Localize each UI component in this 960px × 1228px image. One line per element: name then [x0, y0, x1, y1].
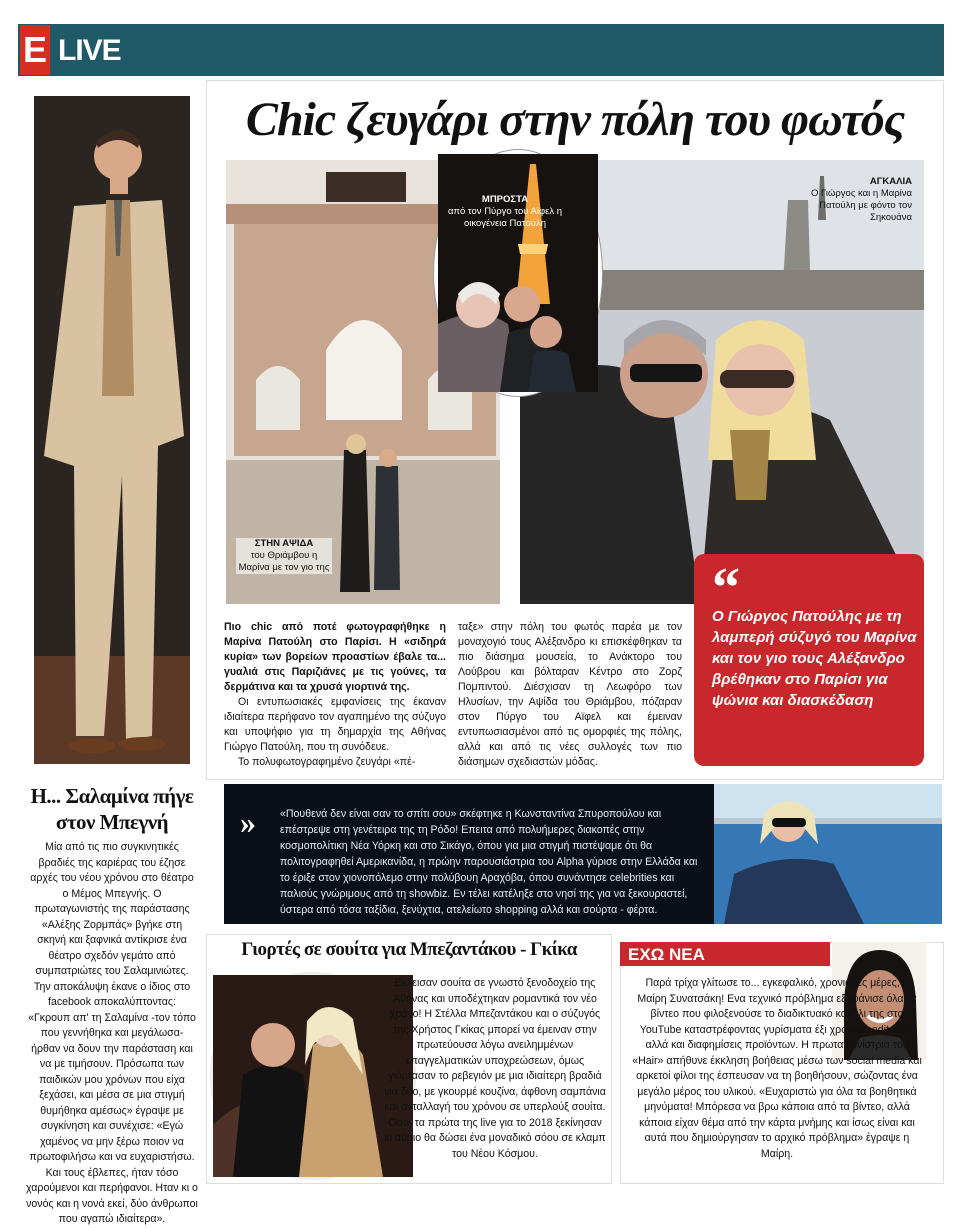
caption-arch-text: του Θριάμβου η Μαρίνα με τον γιο της — [238, 550, 330, 573]
spyropoulou-photo — [714, 784, 942, 924]
main-story-title: Chic ζευγάρι στην πόλη του φωτός — [245, 93, 905, 146]
main-story-paragraph: Οι εντυπωσιακές εμφανίσεις της έκαναν ιδιαίτερα περήφανο τον αγαπημένο της σύζυγο και υποψήφιο για τη δημαρχία της Αθήνας Γιώργο Πατούλη, που τη συνόδευε. — [224, 696, 446, 753]
caption-arch-title: ΣΤΗΝ ΑΨΙΔΑ — [254, 538, 314, 549]
section-title: LIVE — [58, 34, 121, 67]
caption-front — [440, 194, 570, 230]
caption-arch — [236, 538, 332, 574]
main-story-lead: Πιο chic από ποτέ φωτογραφήθηκε η Μαρίνα Πατούλη στο Παρίσι. Η «σιδηρά κυρία» των βορείων προαστίων έβαλε τα... γυαλιά στις Παριζιάνες με τις γούνες, τα δερμάτινα και τα χρυσά γιορτινά της. — [224, 621, 446, 693]
caption-front-text: από τον Πύργο του Αϊφελ η οικογένεια Πατούλη — [447, 206, 563, 229]
bottom-story-body: Εκλεισαν σουίτα σε γνωστό ξενοδοχείο της Αθήνας και υποδέχτηκαν ρομαντικά τον νέο χρόνο! Η Στέλλα Μπεζαντάκου και ο σύζυγός της Χρήστος Γκίκας μπορεί να έμειναν στην πρωτεύουσα λόγω ανειλημμένων επαγγελματικών υποχρεώσεων, όμως γιόρτασαν το ρεβεγιόν με μια ιδιαίτερη βραδιά για δύο, με γκουρμέ κουζίνα, άφθονη σαμπάνια και ανταλλαγή του χρόνου σε υπερλούξ σουίτα. Οσο, τα πρώτα της live για το 2018 ξεκίνησαν κι αύριο θα δώσει ένα μοναδικό σόου σε κλαμπ του Νέου Κόσμου. — [384, 977, 606, 1160]
actor-photo — [34, 96, 190, 764]
main-story-paragraph: Το πολυφωτογραφημένο ζευγάρι «πέ- — [238, 756, 416, 768]
left-story-title: Η... Σαλαμίνα πήγε στον Μπεγνή — [30, 784, 194, 834]
band-quote-mark: » — [240, 804, 252, 840]
bottom-story-title: Γιορτές σε σουίτα για Μπεζαντάκου - Γκίκα — [241, 939, 577, 960]
band-text: «Πουθενά δεν είναι σαν το σπίτι σου» σκέφτηκε η Κωνσταντίνα Σπυροπούλου και επέστρεψε στη γενέτειρα της τη Ρόδο! Επειτα από πολυήμερες διακοπές στην κοσμοπολίτικη Νέα Υόρκη και στο Σικάγο, όπου για μια στιγμή πιστέψαμε ότι θα πολιτογραφηθεί Αμερικανίδα, η πρώην παρουσιάστρια του Alpha γύρισε στην Ελλάδα και το έριξε στον χιονοπόλεμο στην πολύβουη Αραχόβα, όπου συνάντησε celebrities και παλιούς γνώριμους από τη showbiz. Εν τέλει κατέληξε στο νησί της για να ξεκουραστεί, ύστερα από τόσα ταξίδια, ξενύχτια, ατελείωτο shopping αλλά και σούρτα - φέρτα. — [280, 808, 698, 916]
caption-front-title: ΜΠΡΟΣΤΑ — [481, 194, 529, 205]
caption-hug — [784, 176, 912, 224]
echo-nea-body: Παρά τρίχα γλίτωσε το... εγκεφαλικό, χρονιάρες μέρες, η Μαίρη Συνατσάκη! Ενα τεχνικό πρόβλημα εξαφάνισε όλα τα βίντεο που φιλοξενούσε το διαδικτυακό κανάλι της στο YouTube καταστρέφοντας γυρίσματα έξι χρόνων, editorials αλλά και διαφημίσεις προϊόντων. Η πρωταγωνίστρια του «Hair» απήθυνε έκκληση βοήθειας μέσω των social media και αρκετοί φίλοι της έσπευσαν να τη βοηθήσουν, σώζοντας ένα μεγάλο μέρος του υλικού. «Ευχαριστώ για όλα τα βοηθητικά μηνύματα! Μπόρεσα να βρω κάποια από τα βίντεο, αλλά κάποια είχαν θέμα από την κάρτα μνήμης και ίσως είναι και αυτά που δημιούργησαν το αρχικό πρόβλημα» έγραψε η Μαίρη. — [632, 977, 922, 1160]
pull-quote-text: Ο Γιώργος Πατούλης με τη λαμπερή σύζυγό του Μαρίνα και τον γιο τους Αλέξανδρο βρέθηκαν στο Παρίσι για ψώνια και διασκέδαση — [712, 608, 917, 709]
caption-hug-title: ΑΓΚΑΛΙΑ — [869, 176, 912, 187]
main-story-column-1 — [224, 620, 446, 770]
eiffel-tower-photo — [434, 150, 602, 396]
echo-nea-heading: ΕΧΩ ΝΕΑ — [628, 945, 705, 964]
pull-quote-mark: “ — [712, 557, 740, 619]
main-story-column-2 — [458, 620, 682, 770]
left-story-body: Μία από τις πιο συγκινητικές βραδιές της καριέρας του έζησε αρχές του νέου χρόνου στο θέατρο ο Μέμος Μπεγνής. Ο πρωταγωνιστής της παράστασης «Αλέξης Ζορμπάς» βγήκε στη σκηνή και ξαφνικά αντίκρισε ένα θέατρο σχεδόν γεμάτο από συμπατριώτες του Σαλαμινιώτες. Την αποκάλυψη έκανε ο ίδιος στο facebook αποκαλύπτοντας: «Γκρουπ απ' τη Σαλαμίνα -τον τόπο που γεννήθηκα και μεγάλωσα- ήρθαν να δουν την παράσταση και να με τιμήσουν. Πρόσωπα των παιδικών μου χρόνων που είχα ξεχάσει, και μέσα σε μια στιγμή θυμήθηκα αμέσως» έγραψε με συγκίνηση και συνέχισε: «Εγώ χαμένος να μην ξέρω ποιον να πρωτοφιλήσω και να ευχαριστήσω. Και τους έβλεπες, ήταν τόσο χαρούμενοι και περήφανοι. Ηταν κι ο νονός και η νονά εκεί, δύο άνθρωποι που αγαπώ ιδιαίτερα». — [26, 841, 198, 1225]
caption-hug-text: Ο Γιώργος και η Μαρίνα Πατούλη με φόντο τον Σηκουάνα — [811, 188, 912, 223]
main-story-paragraph: ταξε» στην πόλη του φωτός παρέα με τον μοναχογιό τους Αλέξανδρο κι επισκέφθηκαν τα πιο διάσημα μουσεία, το Ανάκτορο του Λούβρου και βόλταραν Κέντρο στο Ζορζ Πομπιντού. Διέσχισαν τη Λεωφόρο των Ηλυσίων, την Αψίδα του Θριάμβου, πόζαραν στον Πύργο του Αϊφελ και έμειναν εντυπωσιασμένοι από τις ομορφιές της πόλης, αλλά και από τις νέες συλλογές των πιο διάσημων σχεδιαστών μόδας. — [458, 621, 682, 768]
section-header — [18, 24, 944, 76]
magazine-logo: E — [20, 25, 50, 75]
